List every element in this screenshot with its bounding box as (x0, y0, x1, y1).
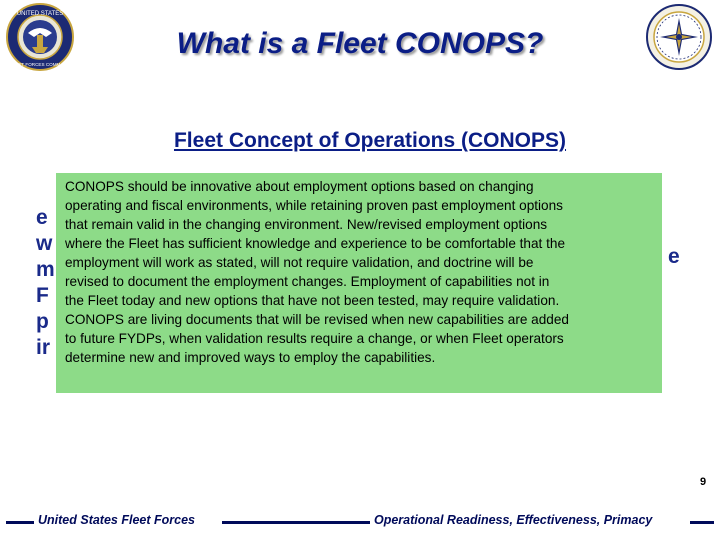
obscured-fragment: ir (36, 336, 51, 359)
page-number: 9 (700, 476, 707, 488)
footer-divider (6, 521, 34, 524)
conops-callout-box (56, 173, 662, 393)
obscured-fragment: e (36, 206, 48, 229)
callout-line: that remain valid in the changing environment. New/revised employment options (65, 217, 548, 232)
page-title: What is a Fleet CONOPS? (176, 27, 544, 60)
footer-organization: United States Fleet Forces (38, 513, 195, 527)
obscured-fragment: p (36, 310, 49, 333)
obscured-fragment: e (668, 245, 680, 268)
seal-top-text: UNITED STATES (16, 11, 64, 17)
obscured-fragment: F (36, 284, 49, 307)
callout-line: the Fleet today and new options that have not been tested, may require validation. (65, 293, 560, 308)
footer-divider (690, 521, 714, 524)
callout-line: to future FYDPs, when validation results require a change, or when Fleet operators (65, 331, 564, 346)
section-subtitle: Fleet Concept of Operations (CONOPS) (173, 129, 567, 152)
footer-motto: Operational Readiness, Effectiveness, Primacy (374, 513, 653, 527)
callout-line: operating and fiscal environments, while retaining proven past employment options (65, 198, 563, 213)
callout-line: revised to document the employment changes. Employment of capabilities not in (65, 274, 550, 289)
obscured-fragment: w (36, 232, 53, 255)
callout-line: determine new and improved ways to employ the capabilities. (65, 350, 436, 365)
callout-line: where the Fleet has sufficient knowledge and experience to be comfortable that the (65, 236, 566, 251)
obscured-fragment: m (36, 258, 55, 281)
callout-line: employment will work as stated, will not require validation, and doctrine will be (65, 255, 534, 270)
callout-line: CONOPS should be innovative about employment options based on changing (65, 179, 534, 194)
seal-bottom-text: FLEET FORCES COMMAND (9, 62, 71, 67)
footer-divider (222, 521, 370, 524)
callout-line: CONOPS are living documents that will be revised when new capabilities are added (65, 312, 569, 327)
